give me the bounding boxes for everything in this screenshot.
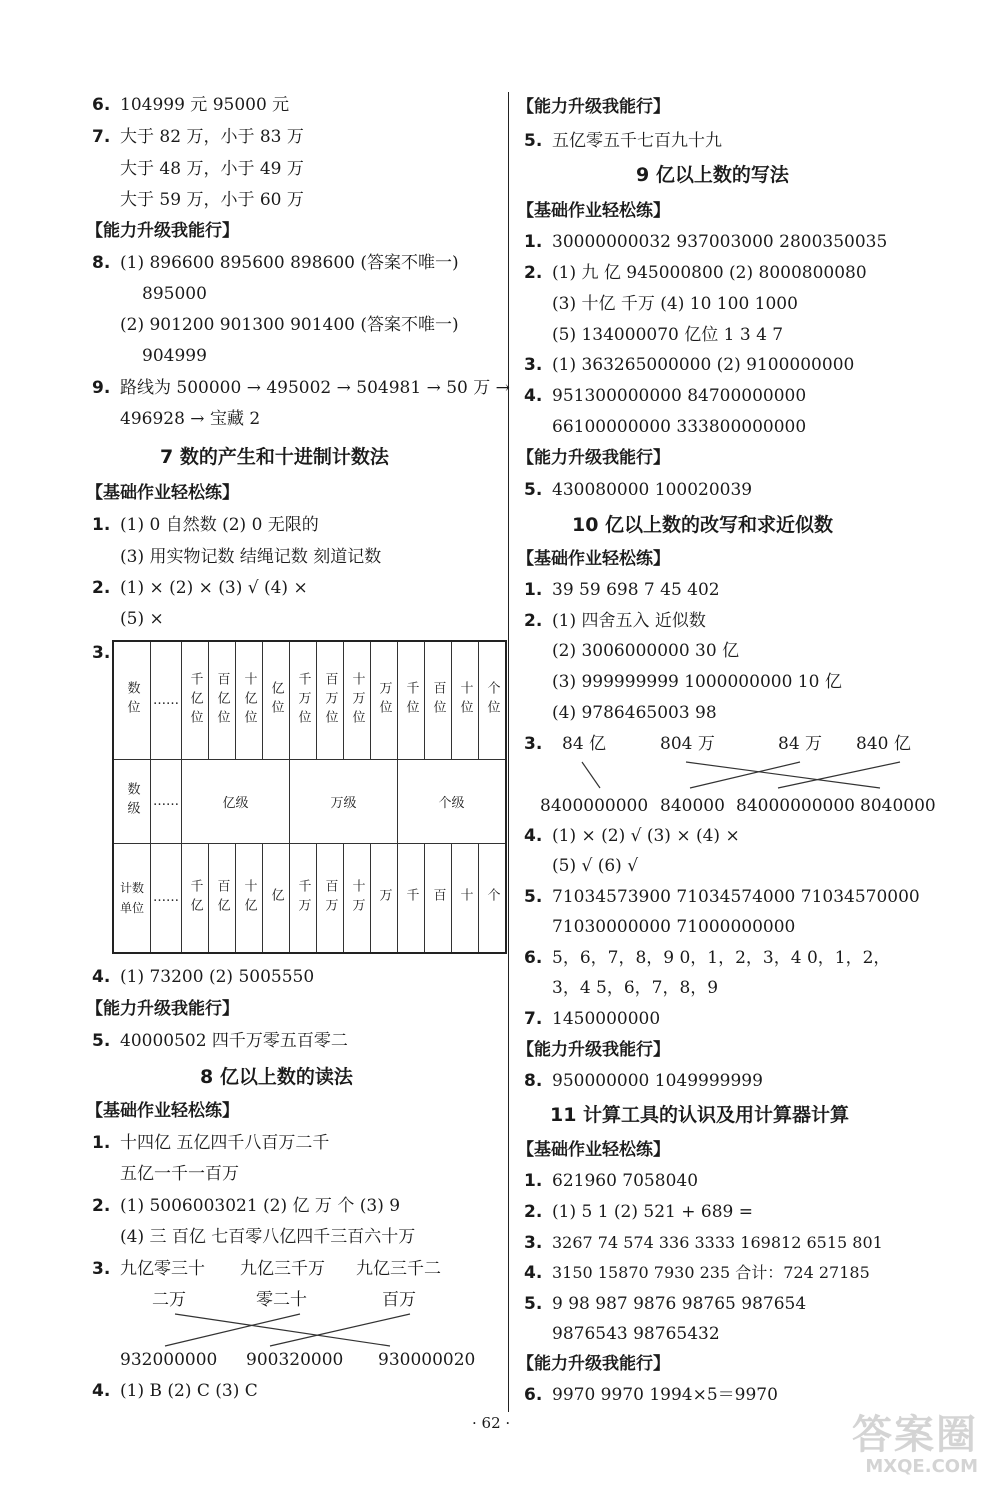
match-line — [175, 1314, 390, 1346]
answer-line: 3150 15870 7930 235 合计：724 27185 — [552, 1263, 870, 1282]
table-cell: 千亿位 — [182, 641, 209, 759]
match-line — [778, 762, 900, 788]
answer-line: (3) 999999999 1000000000 10 亿 — [552, 672, 842, 692]
answer-line: 951300000000 84700000000 — [552, 386, 807, 406]
section-heading: 【能力升级我能行】 — [86, 999, 239, 1019]
answer-line: (2) 901200 901300 901400 (答案不唯一) — [120, 315, 459, 335]
watermark-top: 答案圈 — [852, 1412, 978, 1458]
q-number: 3. — [92, 643, 111, 663]
section-heading: 【能力升级我能行】 — [517, 97, 670, 117]
table-cell: 万级 — [290, 759, 398, 843]
table-cell: 数级 — [113, 759, 151, 843]
table-cell: 百 — [425, 843, 452, 953]
answer-line: 430080000 100020039 — [552, 480, 753, 500]
table-cell: 个 — [479, 843, 507, 953]
match-item: 百万 — [382, 1290, 416, 1310]
section-title: 7 数的产生和十进制计数法 — [160, 446, 389, 468]
page-number: · 62 · — [472, 1414, 511, 1432]
match-item: 九亿零三十 — [120, 1259, 205, 1279]
table-cell: 百万位 — [317, 641, 344, 759]
q-number: 7. — [92, 127, 111, 147]
answer-line: 904999 — [142, 346, 207, 366]
answer-line: 950000000 1049999999 — [552, 1071, 763, 1091]
match-target: 84000000000 — [736, 796, 855, 816]
match-item: 804 万 — [660, 734, 715, 754]
answer-line: 895000 — [142, 284, 207, 304]
section-title: 8 亿以上数的读法 — [200, 1066, 353, 1088]
table-cell: …… — [151, 759, 182, 843]
answer-line: (5) × — [120, 609, 164, 629]
answer-line: (1) × (2) × (3) √ (4) × — [120, 578, 308, 598]
match-line — [582, 762, 600, 788]
q-number: 3. — [524, 355, 543, 375]
table-cell: 万位 — [371, 641, 398, 759]
table-cell: 百位 — [425, 641, 452, 759]
answer-line: 3267 74 574 336 3333 169812 6515 801 — [552, 1233, 883, 1252]
table-cell: 百万 — [317, 843, 344, 953]
q-number: 6. — [524, 948, 543, 968]
q-number: 1. — [92, 515, 111, 535]
answer-line: 71030000000 71000000000 — [552, 917, 796, 937]
answer-line: (5) √ (6) √ — [552, 856, 639, 876]
table-cell: 百亿位 — [209, 641, 236, 759]
answer-line: 104999 元 95000 元 — [120, 95, 290, 115]
q-number: 8. — [92, 253, 111, 273]
match-target: 930000020 — [378, 1350, 476, 1370]
answer-line: 五亿零五千七百九十九 — [552, 131, 722, 151]
q-number: 1. — [92, 1133, 111, 1153]
answer-line: (1) 5006003021 (2) 亿 万 个 (3) 9 — [120, 1196, 401, 1216]
table-cell: 千亿 — [182, 843, 209, 953]
section-heading: 【基础作业轻松练】 — [517, 201, 670, 221]
match-item: 84 万 — [778, 734, 823, 754]
answer-line: 大于 82 万，小于 83 万 — [120, 127, 304, 147]
answer-line: (4) 三 百亿 七百零八亿四千三百六十万 — [120, 1227, 416, 1247]
answer-line: (4) 9786465003 98 — [552, 703, 717, 723]
q-number: 4. — [92, 1381, 111, 1401]
match-target: 900320000 — [246, 1350, 344, 1370]
watermark — [852, 1413, 978, 1477]
q-number: 1. — [524, 580, 543, 600]
answer-line: (1) 5 1 (2) 521 + 689 = — [552, 1202, 754, 1222]
q-number: 5. — [524, 887, 543, 907]
section-heading: 【基础作业轻松练】 — [86, 483, 239, 503]
answer-line: 5，6，7，8，9 0，1，2，3，4 0，1，2， — [552, 948, 891, 968]
section-title: 9 亿以上数的写法 — [636, 164, 789, 186]
answer-line: 大于 59 万，小于 60 万 — [120, 190, 304, 210]
q-number: 7. — [524, 1009, 543, 1029]
table-cell: 亿级 — [182, 759, 290, 843]
match-line — [270, 1314, 410, 1346]
answer-line: 大于 48 万，小于 49 万 — [120, 159, 304, 179]
q-number: 5. — [524, 1294, 543, 1314]
table-cell: 千万 — [290, 843, 317, 953]
q-number: 5. — [524, 131, 543, 151]
answer-line: (1) 四舍五入 近似数 — [552, 611, 706, 631]
answer-line: 路线为 500000 → 495002 → 504981 → 50 万 → — [120, 378, 510, 398]
match-item: 九亿三千二 — [356, 1259, 441, 1279]
table-cell: 千 — [398, 843, 425, 953]
q-number: 4. — [524, 826, 543, 846]
match-item: 84 亿 — [562, 734, 607, 754]
table-cell: 个级 — [398, 759, 507, 843]
match-item: 840 亿 — [856, 734, 911, 754]
match-target: 8400000000 — [540, 796, 649, 816]
answer-line: 9876543 98765432 — [552, 1324, 720, 1344]
answer-line: 40000502 四千万零五百零二 — [120, 1031, 348, 1051]
q-number: 1. — [524, 232, 543, 252]
q-number: 2. — [92, 578, 111, 598]
match-item: 二万 — [152, 1290, 186, 1310]
q-number: 5. — [524, 480, 543, 500]
answer-line: 496928 → 宝藏 2 — [120, 409, 261, 429]
table-cell: 十亿位 — [236, 641, 263, 759]
q-number: 3. — [524, 1233, 543, 1253]
q-number: 6. — [92, 95, 111, 115]
table-cell: 计数单位 — [113, 843, 151, 953]
match-target: 8040000 — [860, 796, 936, 816]
match-item: 九亿三千万 — [240, 1259, 325, 1279]
q-number: 4. — [524, 386, 543, 406]
table-cell: 千位 — [398, 641, 425, 759]
match-target: 840000 — [660, 796, 725, 816]
table-cell: 亿位 — [263, 641, 290, 759]
section-heading: 【能力升级我能行】 — [517, 1040, 670, 1060]
section-heading: 【基础作业轻松练】 — [86, 1101, 239, 1121]
answer-line: (5) 134000070 亿位 1 3 4 7 — [552, 325, 784, 345]
match-target: 932000000 — [120, 1350, 218, 1370]
page-number-text: 62 — [481, 1414, 501, 1432]
section-title: 10 亿以上数的改写和求近似数 — [572, 514, 834, 536]
answer-line: 30000000032 937003000 2800350035 — [552, 232, 888, 252]
answer-line: 9970 9970 1994×5＝9970 — [552, 1385, 778, 1405]
answer-line: (2) 3006000000 30 亿 — [552, 641, 740, 661]
table-cell: 十位 — [452, 641, 479, 759]
q-number: 4. — [92, 967, 111, 987]
table-cell: 十万 — [344, 843, 371, 953]
table-cell: 百亿 — [209, 843, 236, 953]
q-number: 2. — [92, 1196, 111, 1216]
answer-line: 9 98 987 9876 98765 987654 — [552, 1294, 807, 1314]
q-number: 2. — [524, 1202, 543, 1222]
q-number: 5. — [92, 1031, 111, 1051]
table-cell: 亿 — [263, 843, 290, 953]
q-number: 3. — [92, 1259, 111, 1279]
q-number: 3. — [524, 734, 543, 754]
table-cell: …… — [151, 843, 182, 953]
answer-line: (3) 十亿 千万 (4) 10 100 1000 — [552, 294, 798, 314]
answer-line: 71034573900 71034574000 71034570000 — [552, 887, 920, 907]
answer-line: 1450000000 — [552, 1009, 661, 1029]
answer-line: 621960 7058040 — [552, 1171, 699, 1191]
section-heading: 【能力升级我能行】 — [86, 221, 239, 241]
q-number: 6. — [524, 1385, 543, 1405]
answer-line: (1) 896600 895600 898600 (答案不唯一) — [120, 253, 459, 273]
answer-line: 十四亿 五亿四千八百万二千 — [120, 1133, 330, 1153]
section-heading: 【基础作业轻松练】 — [517, 1140, 670, 1160]
section-heading: 【能力升级我能行】 — [517, 1354, 670, 1374]
section-title: 11 计算工具的认识及用计算器计算 — [550, 1104, 850, 1126]
table-cell: 十 — [452, 843, 479, 953]
answer-line: 66100000000 333800000000 — [552, 417, 807, 437]
section-heading: 【基础作业轻松练】 — [517, 549, 670, 569]
match-item: 零二十 — [256, 1290, 307, 1310]
answer-line: (1) B (2) C (3) C — [120, 1381, 258, 1401]
answer-line: (3) 用实物记数 结绳记数 刻道记数 — [120, 547, 382, 567]
answer-line: (1) 363265000000 (2) 9100000000 — [552, 355, 855, 375]
q-number: 2. — [524, 263, 543, 283]
watermark-bottom: MXQE.COM — [865, 1456, 978, 1477]
table-cell: 数位 — [113, 641, 151, 759]
answer-line: (1) 73200 (2) 5005550 — [120, 967, 315, 987]
table-cell: …… — [151, 641, 182, 759]
table-cell: 万 — [371, 843, 398, 953]
answer-line: 3，4 5，6，7，8，9 — [552, 978, 719, 998]
q-number: 8. — [524, 1071, 543, 1091]
table-cell: 十万位 — [344, 641, 371, 759]
q-number: 2. — [524, 611, 543, 631]
table-cell: 千万位 — [290, 641, 317, 759]
section-heading: 【能力升级我能行】 — [517, 448, 670, 468]
answer-line: 39 59 698 7 45 402 — [552, 580, 720, 600]
table-cell: 个位 — [479, 641, 507, 759]
q-number: 1. — [524, 1171, 543, 1191]
q-number: 9. — [92, 378, 111, 398]
answer-line: (1) 九 亿 945000800 (2) 8000800080 — [552, 263, 867, 283]
answer-line: 五亿一千一百万 — [120, 1164, 239, 1184]
table-cell: 十亿 — [236, 843, 263, 953]
answer-line: (1) 0 自然数 (2) 0 无限的 — [120, 515, 319, 535]
q-number: 4. — [524, 1263, 543, 1283]
answer-line: (1) × (2) √ (3) × (4) × — [552, 826, 740, 846]
